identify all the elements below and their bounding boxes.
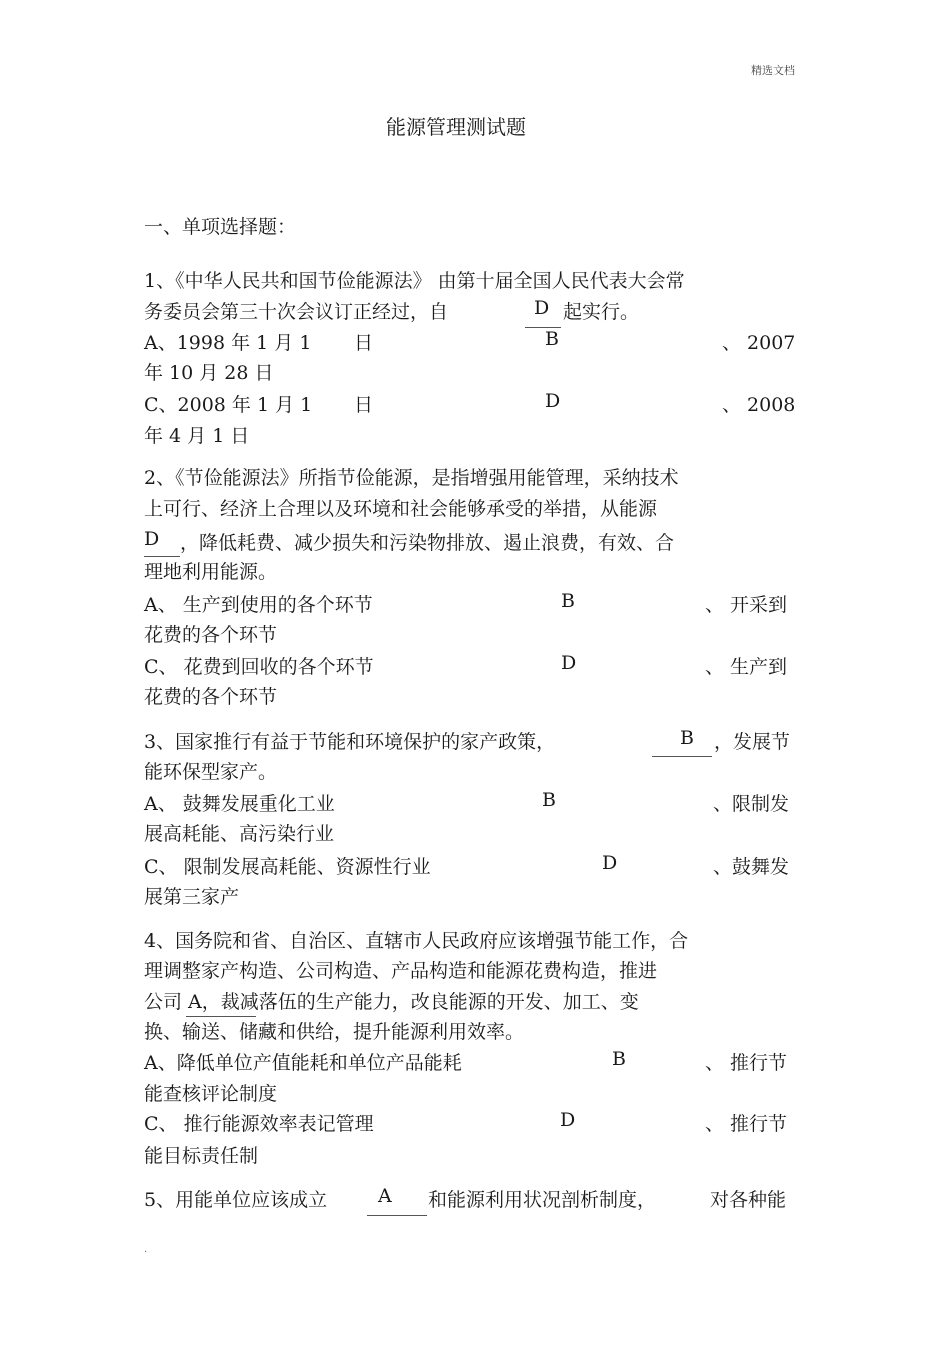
q1-option-c-day: 日 [354, 394, 374, 416]
q1-stem-line1: 1、《中华人民共和国节俭能源法》 由第十届全国人民代表大会常 [144, 270, 685, 292]
q3-option-d-wrap: 展第三家产 [144, 886, 240, 908]
q1-option-c: C、2008 年 1 月 1 [144, 394, 313, 416]
q2-option-d-wrap: 花费的各个环节 [144, 686, 278, 708]
q1-stem-line2-tail: 起实行。 [563, 301, 640, 323]
q1-option-b-text: 、 2007 [722, 332, 796, 354]
q2-stem-line2: 上可行、经济上合理以及环境和社会能够承受的举措，从能源 [144, 498, 658, 520]
q3-stem-line1-tail: ，发展节 [714, 731, 791, 753]
q4-option-b-wrap: 能查核评论制度 [144, 1083, 278, 1105]
q4-stem-line1: 4、国务院和省、自治区、直辖市人民政府应该增强节能工作，合 [144, 930, 689, 952]
q1-option-a: A、1998 年 1 月 1 [144, 332, 312, 354]
q4-option-d-text: 、 推行节 [705, 1113, 788, 1135]
q3-answer: B [680, 727, 694, 749]
q4-option-b-text: 、 推行节 [705, 1052, 788, 1074]
q4-option-a: A、降低单位产值能耗和单位产品能耗 [144, 1052, 462, 1074]
q5-stem-line1-tail: 对各种能 [710, 1189, 787, 1211]
q5-stem-line1-mid: 和能源利用状况剖析制度， [428, 1189, 657, 1211]
q3-option-b-text: 、限制发 [713, 793, 790, 815]
q1-option-b-wrap: 年 10 月 28 日 [144, 362, 274, 384]
q3-option-d-letter: D [602, 852, 618, 874]
q2-option-d-text: 、 生产到 [705, 656, 788, 678]
q4-stem-line2: 理调整家产构造、公司构造、产品构造和能源花费构造，推进 [144, 960, 658, 982]
q5-answer: A [378, 1185, 392, 1207]
q2-option-d-letter: D [561, 652, 577, 674]
q1-option-d-letter: D [545, 390, 561, 412]
q1-answer: D [534, 297, 550, 319]
q5-stem-line1: 5、用能单位应该成立 [144, 1189, 328, 1211]
q3-option-b-wrap: 展高耗能、高污染行业 [144, 823, 335, 845]
q3-option-c: C、 限制发展高耗能、资源性行业 [144, 856, 431, 878]
page-title: 能源管理测试题 [386, 115, 526, 139]
header-tag: 精选文档 [751, 64, 795, 77]
q4-option-d-wrap: 能目标责任制 [144, 1145, 259, 1167]
q3-stem-line1: 3、国家推行有益于节能和环境保护的家产政策， [144, 731, 556, 753]
q3-answer-underline [652, 756, 712, 757]
q4-option-c: C、 推行能源效率表记管理 [144, 1113, 374, 1135]
q1-option-d-text: 、 2008 [722, 394, 796, 416]
q2-option-a: A、 生产到使用的各个环节 [144, 594, 373, 616]
q5-answer-underline [367, 1215, 427, 1216]
q2-option-b-letter: B [561, 590, 575, 612]
q4-option-d-letter: D [560, 1109, 576, 1131]
q1-stem-line2: 务委员会第三十次会议订正经过，自 [144, 301, 449, 323]
q3-option-d-text: 、鼓舞发 [713, 856, 790, 878]
q2-option-c: C、 花费到回收的各个环节 [144, 656, 374, 678]
q4-stem-line3: 公司 A，裁减落伍的生产能力，改良能源的开发、加工、变 [144, 991, 639, 1013]
q1-option-a-day: 日 [354, 332, 374, 354]
q4-option-b-letter: B [612, 1048, 626, 1070]
q1-option-d-wrap: 年 4 月 1 日 [144, 425, 250, 447]
q2-stem-line3: ，降低耗费、减少损失和污染物排放、遏止浪费，有效、合 [180, 532, 675, 554]
q3-option-b-letter: B [542, 789, 556, 811]
footer-dot: . [144, 1244, 148, 1255]
q1-option-b-letter: B [545, 328, 559, 350]
q2-option-b-wrap: 花费的各个环节 [144, 624, 278, 646]
q2-answer: D [144, 528, 160, 550]
section-heading: 一、单项选择题： [144, 216, 297, 238]
q2-stem-line1: 2、《节俭能源法》所指节俭能源，是指增强用能管理，采纳技术 [144, 467, 679, 489]
q4-stem-line4: 换、输送、储藏和供给，提升能源利用效率。 [144, 1021, 525, 1043]
q3-stem-line2: 能环保型家产。 [144, 761, 278, 783]
q2-option-b-text: 、 开采到 [705, 594, 788, 616]
q2-stem-line4: 理地利用能源。 [144, 561, 278, 583]
q3-option-a: A、 鼓舞发展重化工业 [144, 793, 335, 815]
